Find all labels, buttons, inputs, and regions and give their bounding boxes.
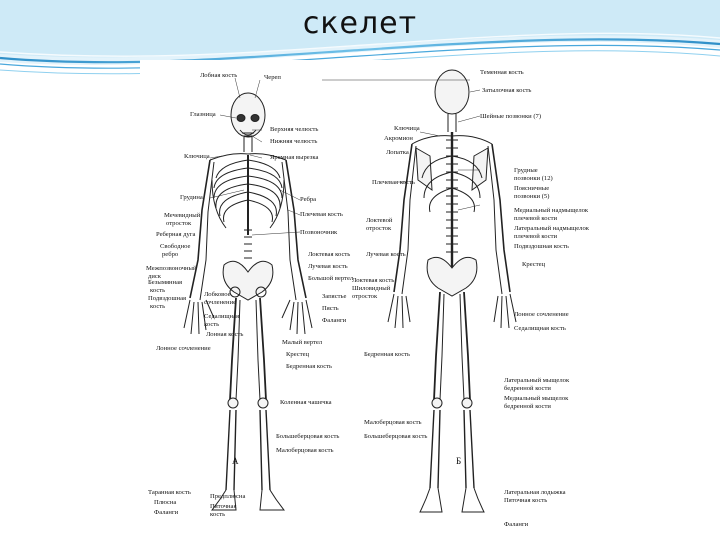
label-b-medial-myshch-1: Медиальный мыщелок [504,395,569,402]
label-b-luchevaya: Лучевая кость [366,251,406,258]
label-podvzdosh-1: Подвздошная [148,295,187,302]
label-b-poyasnichnye-1: Поясничные [514,185,550,192]
label-sedalishch-1: Седалищная [204,313,240,320]
label-mezhpozv-1: Межпозвоночный [146,265,197,272]
label-yaremnaya: Яремная вырезка [270,154,319,161]
label-b-bolshebertsovaya: Большеберцовая кость [364,433,428,440]
label-sedalishch-2: кость [204,321,220,328]
label-bezymyannaya-2: кость [150,287,166,294]
label-mechevidny-1: Мечевидный [164,212,201,219]
label-mezhpozv-2: диск [148,273,162,280]
label-b-krestets: Крестец [522,261,546,268]
label-svobodnoe-1: Свободное [160,243,191,250]
label-b-podvzdoshnaya: Подвздошная кость [514,243,569,250]
label-b-lateral-myshch-1: Латеральный мыщелок [504,377,570,384]
label-b-temennaya: Теменная кость [480,69,524,76]
label-b-lateral-nad-1: Латеральный надмыщелок [514,225,589,232]
label-grudina: Грудина [180,194,203,201]
label-falangi-stopy: Фаланги [154,509,179,516]
label-b-plechevaya: Плечевая кость [372,179,415,186]
label-luchevaya: Лучевая кость [308,263,348,270]
label-zapyastye: Запястье [322,293,347,300]
label-podvzdosh-2: кость [150,303,166,310]
label-loktevaya: Локтевая кость [308,251,351,258]
label-krestets: Крестец [286,351,310,358]
label-b-lonnoe: Лонное сочленение [514,311,569,318]
label-mechevidny-2: отросток [166,220,192,227]
label-b-klyuchitsa: Ключица [394,125,420,132]
skeleton-diagram [140,60,595,540]
label-verkh-chelyust: Верхняя челюсть [270,126,319,133]
label-b-medial-myshch-2: бедренной кости [504,403,551,410]
label-b-malobertsovaya: Малоберцовая кость [364,419,422,426]
label-lonnaya: Лонная кость [206,331,244,338]
label-b-sheynye: Шейные позвонки (7) [480,113,542,120]
label-cherep: Череп [264,74,281,81]
label-pyatochnaya-1: Пяточная [210,503,237,510]
label-svobodnoe-2: ребро [162,251,179,258]
label-b-akromion: Акромион [384,135,413,142]
label-glaznitsa: Глазница [190,111,216,118]
label-nizh-chelyust: Нижняя челюсть [270,138,318,145]
label-b-loktevoy-2: отросток [366,225,392,232]
label-plechevaya: Плечевая кость [300,211,343,218]
label-bedrennaya: Бедренная кость [286,363,333,370]
label-falangi: Фаланги [322,317,347,324]
label-klyuchitsa: Ключица [184,153,210,160]
label-plyusna: Плюсна [154,499,177,506]
label-kolennaya: Коленная чашечка [280,399,332,406]
figure-b-letter: Б [456,456,462,466]
label-lobkovoe-2: сочленение [204,299,237,306]
label-pyatochnaya-2: кость [210,511,226,518]
label-b-shilovidny-2: отросток [352,293,378,300]
label-b-lateral-lodyzhka: Латеральная лодыжка [504,489,566,496]
label-bezymyannaya-1: Безымянная [148,279,183,286]
label-b-medial-nad-1: Медиальный надмыщелок [514,207,589,214]
label-b-loktevaya: Локтевая кость [352,277,395,284]
label-bolshoy-vertel: Большой вертел [308,275,354,282]
label-b-bedrennaya: Бедренная кость [364,351,411,358]
label-b-loktevoy-1: Локтевой [366,217,393,224]
label-rebernaya-duga: Реберная дуга [156,231,196,238]
label-pyast: Пясть [322,305,339,312]
label-b-shilovidny-1: Шиловидный [352,285,391,292]
label-predplyusna: Предплюсна [210,493,246,500]
label-maly-vertel: Малый вертел [282,339,323,346]
label-b-lateral-nad-2: плечевой кости [514,233,558,240]
label-tarannaya: Таранная кость [148,489,191,496]
label-b-poyasnichnye-2: позвонки (5) [514,193,550,200]
label-b-sedalishchnaya: Седалищная кость [514,325,566,332]
figure-a-letter: А [232,456,239,466]
label-rebra: Ребра [300,196,317,203]
label-b-zatylochnaya: Затылочная кость [482,87,532,94]
label-lobkovoe-1: Лобковое [204,291,231,298]
label-b-lopatka: Лопатка [386,149,409,156]
label-b-lateral-myshch-2: бедренной кости [504,385,551,392]
label-malobertsovaya: Малоберцовая кость [276,447,334,454]
label-b-pyatochnaya: Пяточная кость [504,497,548,504]
label-b-medial-nad-2: плечевой кости [514,215,558,222]
label-lobnaya: Лобная кость [200,72,238,79]
label-bolshebertsovaya: Большеберцовая кость [276,433,340,440]
label-lonnoe-sochl: Лонное сочленение [156,345,211,352]
slide-title: скелет [302,6,418,41]
label-b-grudnye-1: Грудные [514,167,538,174]
label-pozvonochnik: Позвоночник [300,229,338,236]
label-b-grudnye-2: позвонки (12) [514,175,553,182]
label-b-falangi: Фаланги [504,521,529,528]
